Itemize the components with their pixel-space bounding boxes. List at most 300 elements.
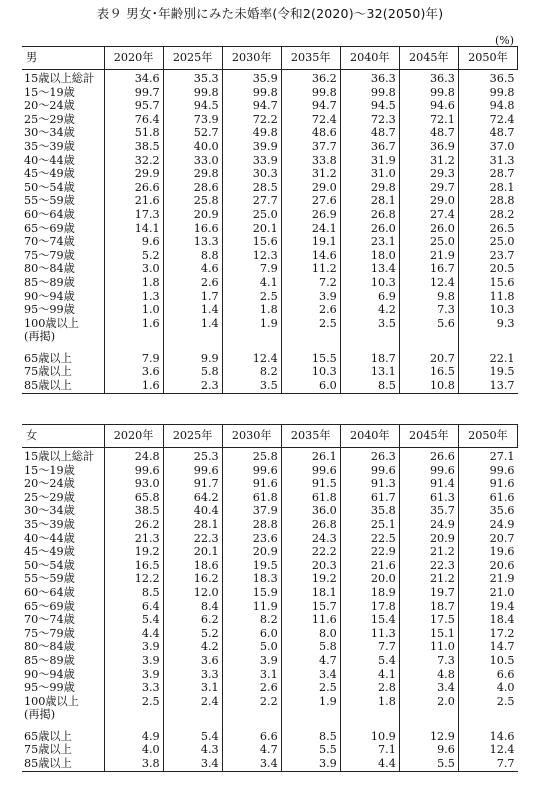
- value-cell: 21.2: [399, 572, 458, 586]
- value-cell: 94.5: [340, 99, 399, 113]
- value-cell: 3.5: [222, 379, 281, 393]
- value-cell: 15.5: [281, 352, 340, 366]
- value-cell: 21.6: [104, 194, 163, 208]
- value-cell: 15.4: [340, 613, 399, 627]
- value-cell: 3.8: [104, 757, 163, 771]
- age-label: 25～29歳: [24, 112, 75, 126]
- value-cell: 29.8: [340, 181, 399, 195]
- value-cell: 26.8: [340, 208, 399, 222]
- value-cell: 15.6: [458, 276, 517, 290]
- value-cell: 3.9: [104, 640, 163, 654]
- age-label: 25～29歳: [24, 490, 75, 504]
- value-cell: 9.3: [458, 317, 517, 331]
- header-row: [22, 425, 518, 448]
- value-cell: 35.8: [340, 504, 399, 518]
- value-cell: 91.3: [340, 477, 399, 491]
- value-cell: 6.6: [222, 730, 281, 744]
- year-header: 2025年: [163, 425, 222, 448]
- table-row: [22, 654, 518, 668]
- value-cell: 95.7: [104, 99, 163, 113]
- empty-cell: [281, 708, 340, 722]
- value-cell: 72.3: [340, 113, 399, 127]
- value-cell: 29.0: [281, 181, 340, 195]
- year-header: 2020年: [104, 47, 163, 70]
- value-cell: 17.8: [340, 600, 399, 614]
- value-cell: 4.7: [222, 743, 281, 757]
- value-cell: 8.0: [281, 627, 340, 641]
- value-cell: 20.5: [458, 262, 517, 276]
- spacer: [458, 722, 517, 730]
- age-label: 50～54歳: [24, 180, 75, 194]
- value-cell: 3.4: [399, 681, 458, 695]
- value-cell: 27.1: [458, 448, 517, 464]
- value-cell: 5.4: [340, 654, 399, 668]
- table-row: [22, 600, 518, 614]
- value-cell: 20.0: [340, 572, 399, 586]
- value-cell: 2.6: [281, 303, 340, 317]
- value-cell: 33.8: [281, 154, 340, 168]
- table-row: [22, 532, 518, 546]
- value-cell: 76.4: [104, 113, 163, 127]
- spacer: [399, 722, 458, 730]
- value-cell: 19.2: [281, 572, 340, 586]
- value-cell: 9.6: [399, 743, 458, 757]
- value-cell: 26.6: [399, 448, 458, 464]
- value-cell: 3.9: [281, 290, 340, 304]
- value-cell: 21.0: [458, 586, 517, 600]
- age-label: 65～69歳: [24, 599, 75, 613]
- value-cell: 22.9: [340, 545, 399, 559]
- value-cell: 26.5: [458, 222, 517, 236]
- table-row: [22, 194, 518, 208]
- age-label: 35～39歳: [24, 517, 75, 531]
- value-cell: 25.0: [458, 235, 517, 249]
- age-label: 100歳以上: [24, 316, 79, 330]
- value-cell: 39.9: [222, 140, 281, 154]
- table-row: [22, 317, 518, 331]
- value-cell: 6.6: [458, 668, 517, 682]
- value-cell: 18.4: [458, 613, 517, 627]
- value-cell: 72.4: [281, 113, 340, 127]
- year-header: 2035年: [281, 425, 340, 448]
- value-cell: 15.7: [281, 600, 340, 614]
- table-row: [22, 640, 518, 654]
- spacer: [222, 722, 281, 730]
- value-cell: 36.9: [399, 140, 458, 154]
- value-cell: 25.0: [399, 235, 458, 249]
- value-cell: 14.7: [458, 640, 517, 654]
- value-cell: 19.5: [458, 365, 517, 379]
- value-cell: 14.6: [458, 730, 517, 744]
- value-cell: 24.1: [281, 222, 340, 236]
- spacer: [163, 722, 222, 730]
- value-cell: 29.9: [104, 167, 163, 181]
- value-cell: 48.7: [399, 126, 458, 140]
- value-cell: 27.6: [281, 194, 340, 208]
- spacer: [163, 344, 222, 352]
- value-cell: 21.9: [399, 249, 458, 263]
- value-cell: 4.0: [104, 743, 163, 757]
- value-cell: 8.2: [222, 365, 281, 379]
- year-header: 2040年: [340, 425, 399, 448]
- empty-cell: [399, 330, 458, 344]
- table-row: [22, 559, 518, 573]
- value-cell: 25.0: [222, 208, 281, 222]
- value-cell: 3.4: [281, 668, 340, 682]
- value-cell: 2.5: [104, 695, 163, 709]
- value-cell: 26.2: [104, 518, 163, 532]
- table-row: [22, 167, 518, 181]
- value-cell: 2.4: [163, 695, 222, 709]
- repost-label-row: [22, 708, 518, 722]
- value-cell: 5.2: [163, 627, 222, 641]
- value-cell: 12.0: [163, 586, 222, 600]
- age-label: 50～54歳: [24, 558, 75, 572]
- value-cell: 94.7: [281, 99, 340, 113]
- value-cell: 2.5: [458, 695, 517, 709]
- value-cell: 10.5: [458, 654, 517, 668]
- value-cell: 36.0: [281, 504, 340, 518]
- value-cell: 4.2: [163, 640, 222, 654]
- value-cell: 20.7: [399, 352, 458, 366]
- value-cell: 2.3: [163, 379, 222, 393]
- value-cell: 4.6: [163, 262, 222, 276]
- repost-label-row: [22, 330, 518, 344]
- value-cell: 13.4: [340, 262, 399, 276]
- value-cell: 61.8: [281, 491, 340, 505]
- empty-cell: [458, 708, 517, 722]
- value-cell: 25.1: [340, 518, 399, 532]
- value-cell: 33.0: [163, 154, 222, 168]
- value-cell: 2.5: [281, 681, 340, 695]
- value-cell: 17.3: [104, 208, 163, 222]
- table-row: [22, 113, 518, 127]
- value-cell: 13.3: [163, 235, 222, 249]
- value-cell: 10.9: [340, 730, 399, 744]
- value-cell: 18.1: [281, 586, 340, 600]
- table-row: [22, 235, 518, 249]
- value-cell: 3.9: [222, 654, 281, 668]
- value-cell: 6.0: [281, 379, 340, 393]
- value-cell: 3.4: [163, 757, 222, 771]
- table-row: [22, 208, 518, 222]
- value-cell: 19.1: [281, 235, 340, 249]
- table-row: [22, 627, 518, 641]
- value-cell: 12.2: [104, 572, 163, 586]
- value-cell: 20.6: [458, 559, 517, 573]
- value-cell: 7.9: [222, 262, 281, 276]
- value-cell: 1.9: [222, 317, 281, 331]
- value-cell: 11.2: [281, 262, 340, 276]
- spacer: [340, 344, 399, 352]
- value-cell: 22.3: [399, 559, 458, 573]
- value-cell: 4.7: [281, 654, 340, 668]
- unit-label: (%): [494, 34, 514, 47]
- value-cell: 19.7: [399, 586, 458, 600]
- value-cell: 22.2: [281, 545, 340, 559]
- value-cell: 6.0: [222, 627, 281, 641]
- empty-cell: [340, 708, 399, 722]
- value-cell: 25.8: [163, 194, 222, 208]
- value-cell: 28.6: [163, 181, 222, 195]
- age-label: 90～94歳: [24, 289, 75, 303]
- value-cell: 8.8: [163, 249, 222, 263]
- value-cell: 27.7: [222, 194, 281, 208]
- value-cell: 40.0: [163, 140, 222, 154]
- value-cell: 16.5: [399, 365, 458, 379]
- age-label: 90～94歳: [24, 667, 75, 681]
- value-cell: 31.2: [399, 154, 458, 168]
- value-cell: 1.8: [340, 695, 399, 709]
- value-cell: 23.1: [340, 235, 399, 249]
- value-cell: 15.1: [399, 627, 458, 641]
- value-cell: 19.6: [458, 545, 517, 559]
- table-row: [22, 477, 518, 491]
- spacer: [104, 722, 163, 730]
- value-cell: 7.9: [104, 352, 163, 366]
- age-label: 85～89歳: [24, 653, 75, 667]
- repost-label: (再掲): [24, 708, 56, 722]
- value-cell: 28.1: [163, 518, 222, 532]
- value-cell: 23.7: [458, 249, 517, 263]
- value-cell: 9.6: [104, 235, 163, 249]
- age-label: 95～99歳: [24, 303, 75, 317]
- value-cell: 1.4: [163, 303, 222, 317]
- value-cell: 28.2: [458, 208, 517, 222]
- value-cell: 91.6: [222, 477, 281, 491]
- value-cell: 2.8: [340, 681, 399, 695]
- value-cell: 7.3: [399, 654, 458, 668]
- value-cell: 28.1: [458, 181, 517, 195]
- table-row: [22, 126, 518, 140]
- value-cell: 35.9: [222, 70, 281, 86]
- value-cell: 5.4: [163, 730, 222, 744]
- value-cell: 27.4: [399, 208, 458, 222]
- value-cell: 21.3: [104, 532, 163, 546]
- value-cell: 19.2: [104, 545, 163, 559]
- value-cell: 29.8: [163, 167, 222, 181]
- value-cell: 26.0: [399, 222, 458, 236]
- table-row: [22, 757, 518, 771]
- value-cell: 8.5: [104, 586, 163, 600]
- value-cell: 3.3: [163, 668, 222, 682]
- value-cell: 29.7: [399, 181, 458, 195]
- value-cell: 18.7: [399, 600, 458, 614]
- value-cell: 91.6: [458, 477, 517, 491]
- table-row: [22, 86, 518, 100]
- value-cell: 7.1: [340, 743, 399, 757]
- year-header: 2030年: [222, 47, 281, 70]
- male-table: [22, 46, 518, 394]
- value-cell: 38.5: [104, 504, 163, 518]
- value-cell: 20.9: [163, 208, 222, 222]
- value-cell: 13.7: [458, 379, 517, 393]
- value-cell: 94.6: [399, 99, 458, 113]
- value-cell: 99.8: [163, 86, 222, 100]
- value-cell: 28.1: [340, 194, 399, 208]
- table-row: [22, 695, 518, 709]
- value-cell: 1.9: [281, 695, 340, 709]
- value-cell: 6.4: [104, 600, 163, 614]
- value-cell: 18.3: [222, 572, 281, 586]
- spacer: [222, 344, 281, 352]
- value-cell: 72.2: [222, 113, 281, 127]
- value-cell: 20.9: [399, 532, 458, 546]
- value-cell: 1.6: [104, 317, 163, 331]
- value-cell: 99.6: [281, 464, 340, 478]
- value-cell: 11.8: [458, 290, 517, 304]
- value-cell: 5.5: [281, 743, 340, 757]
- value-cell: 99.7: [104, 86, 163, 100]
- value-cell: 36.3: [399, 70, 458, 86]
- value-cell: 5.0: [222, 640, 281, 654]
- value-cell: 11.9: [222, 600, 281, 614]
- value-cell: 11.0: [399, 640, 458, 654]
- value-cell: 16.6: [163, 222, 222, 236]
- table-row: [22, 491, 518, 505]
- value-cell: 2.0: [399, 695, 458, 709]
- value-cell: 10.3: [340, 276, 399, 290]
- age-label: 20～24歳: [24, 99, 75, 113]
- value-cell: 37.7: [281, 140, 340, 154]
- age-label: 75～79歳: [24, 626, 75, 640]
- value-cell: 73.9: [163, 113, 222, 127]
- value-cell: 52.7: [163, 126, 222, 140]
- age-label: 75～79歳: [24, 248, 75, 262]
- age-label: 95～99歳: [24, 681, 75, 695]
- value-cell: 99.8: [340, 86, 399, 100]
- value-cell: 1.4: [163, 317, 222, 331]
- value-cell: 26.6: [104, 181, 163, 195]
- table-row: [22, 518, 518, 532]
- value-cell: 48.7: [340, 126, 399, 140]
- value-cell: 34.6: [104, 70, 163, 86]
- value-cell: 1.8: [104, 276, 163, 290]
- value-cell: 10.8: [399, 379, 458, 393]
- spacer: [340, 722, 399, 730]
- age-label: 85歳以上: [22, 379, 104, 393]
- table-row: [22, 613, 518, 627]
- table-row: [22, 352, 518, 366]
- value-cell: 3.4: [222, 757, 281, 771]
- age-label: 100歳以上: [24, 694, 79, 708]
- value-cell: 6.9: [340, 290, 399, 304]
- value-cell: 23.6: [222, 532, 281, 546]
- empty-cell: [163, 330, 222, 344]
- value-cell: 4.2: [340, 303, 399, 317]
- value-cell: 12.4: [458, 743, 517, 757]
- value-cell: 99.6: [222, 464, 281, 478]
- value-cell: 12.3: [222, 249, 281, 263]
- table-row: [22, 249, 518, 263]
- age-label: 45～49歳: [24, 545, 75, 559]
- value-cell: 24.9: [458, 518, 517, 532]
- value-cell: 72.1: [399, 113, 458, 127]
- value-cell: 4.1: [222, 276, 281, 290]
- age-label: 75歳以上: [24, 365, 72, 379]
- value-cell: 4.0: [458, 681, 517, 695]
- value-cell: 33.9: [222, 154, 281, 168]
- value-cell: 5.8: [281, 640, 340, 654]
- value-cell: 20.3: [281, 559, 340, 573]
- value-cell: 28.8: [458, 194, 517, 208]
- table-row: [22, 140, 518, 154]
- value-cell: 25.3: [163, 448, 222, 464]
- value-cell: 18.9: [340, 586, 399, 600]
- table-row: [22, 448, 518, 464]
- value-cell: 14.1: [104, 222, 163, 236]
- age-label: 30～34歳: [24, 504, 75, 518]
- empty-cell: [104, 330, 163, 344]
- value-cell: 99.8: [222, 86, 281, 100]
- age-label: 30～34歳: [24, 126, 75, 140]
- page-title: 表９ 男女･年齢別にみた未婚率(令和2(2020)～32(2050)年): [96, 6, 444, 21]
- year-header: 2045年: [399, 47, 458, 70]
- value-cell: 26.3: [340, 448, 399, 464]
- value-cell: 29.0: [399, 194, 458, 208]
- table-row: [22, 586, 518, 600]
- value-cell: 2.5: [222, 290, 281, 304]
- table-row: [22, 70, 518, 86]
- age-label: 85～89歳: [24, 275, 75, 289]
- age-label: 15～19歳: [24, 85, 75, 99]
- value-cell: 37.0: [458, 140, 517, 154]
- value-cell: 3.5: [340, 317, 399, 331]
- value-cell: 8.2: [222, 613, 281, 627]
- value-cell: 16.7: [399, 262, 458, 276]
- value-cell: 8.5: [340, 379, 399, 393]
- age-label: 20～24歳: [24, 477, 75, 491]
- value-cell: 99.6: [458, 464, 517, 478]
- value-cell: 10.3: [458, 303, 517, 317]
- value-cell: 29.3: [399, 167, 458, 181]
- spacer: [22, 344, 104, 352]
- value-cell: 64.2: [163, 491, 222, 505]
- value-cell: 12.4: [399, 276, 458, 290]
- value-cell: 26.1: [281, 448, 340, 464]
- value-cell: 31.3: [458, 154, 517, 168]
- table-row: [22, 504, 518, 518]
- spacer-row: [22, 344, 518, 352]
- value-cell: 16.5: [104, 559, 163, 573]
- age-label: 60～64歳: [24, 585, 75, 599]
- empty-cell: [340, 330, 399, 344]
- value-cell: 3.6: [163, 654, 222, 668]
- value-cell: 9.8: [399, 290, 458, 304]
- table-row: [22, 99, 518, 113]
- value-cell: 3.9: [104, 654, 163, 668]
- value-cell: 4.1: [340, 668, 399, 682]
- value-cell: 91.5: [281, 477, 340, 491]
- value-cell: 31.0: [340, 167, 399, 181]
- age-label: 80～84歳: [24, 640, 75, 654]
- value-cell: 1.6: [104, 379, 163, 393]
- value-cell: 4.8: [399, 668, 458, 682]
- value-cell: 22.5: [340, 532, 399, 546]
- value-cell: 5.5: [399, 757, 458, 771]
- value-cell: 18.7: [340, 352, 399, 366]
- value-cell: 38.5: [104, 140, 163, 154]
- value-cell: 3.1: [222, 668, 281, 682]
- value-cell: 1.3: [104, 290, 163, 304]
- value-cell: 61.7: [340, 491, 399, 505]
- value-cell: 3.6: [104, 365, 163, 379]
- year-header: 2050年: [458, 425, 517, 448]
- value-cell: 31.9: [340, 154, 399, 168]
- value-cell: 30.3: [222, 167, 281, 181]
- age-label: 45～49歳: [24, 167, 75, 181]
- table-row: [22, 379, 518, 393]
